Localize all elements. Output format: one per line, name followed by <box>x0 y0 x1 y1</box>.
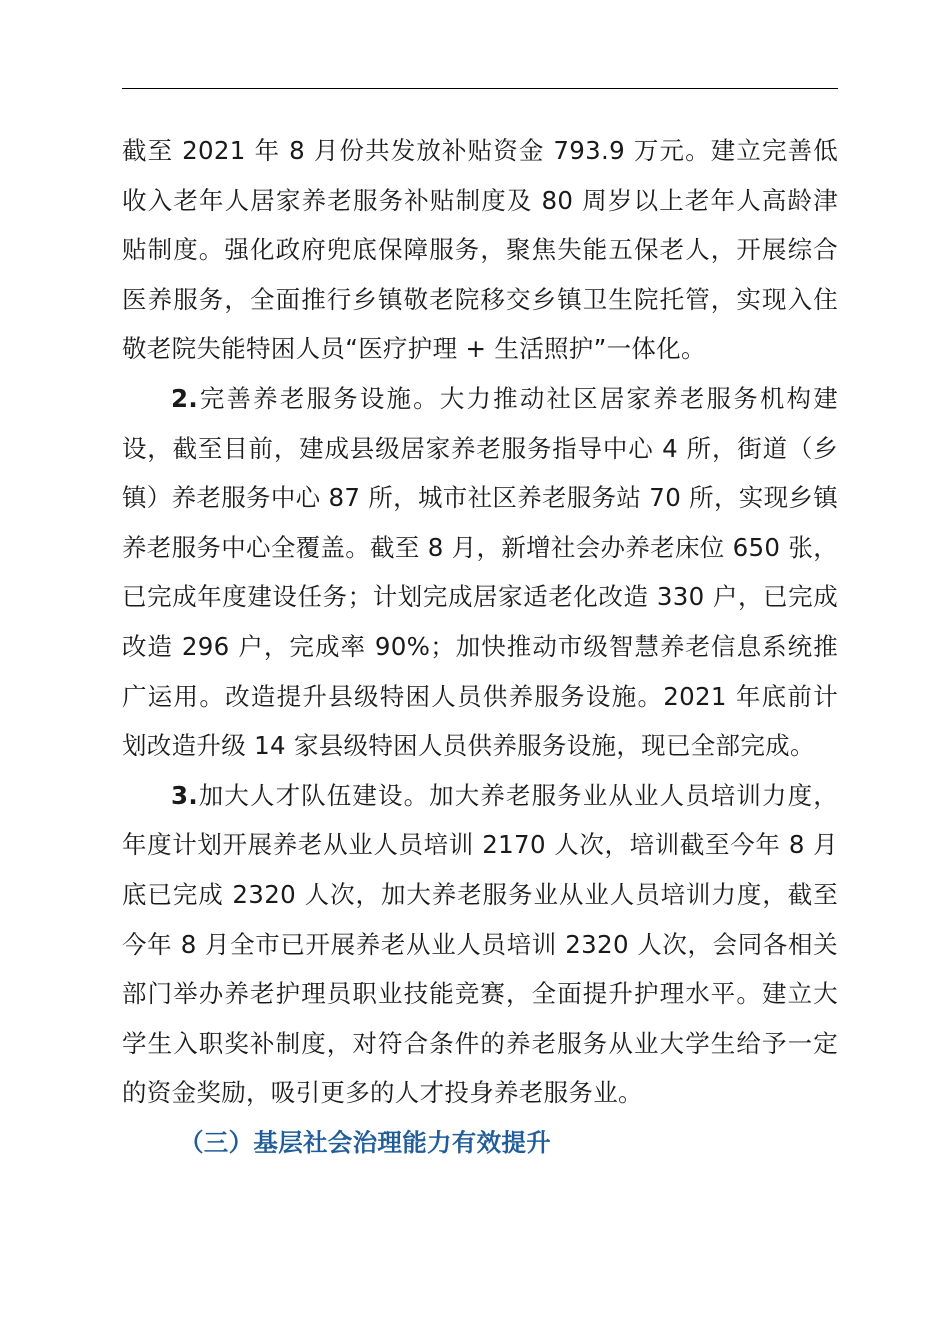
paragraph-text: 完善养老服务设施。大力推动社区居家养老服务机构建设，截至目前，建成县级居家养老服务指导中心 4 所，街道（乡镇）养老服务中心 87 所，城市社区养老服务站 70 所，实现乡镇养老服务中心全覆盖。截至 8 月，新增社会办养老床位 650 张，已完成年度建设任务；计划完成居家适老化改造 330 户，已完成改造 296 户，完成率 90%；加快推动市级智慧养老信息系统推广运用。改造提升县级特困人员供养服务设施。2021 年底前计划改造升级 14 家县级特困人员供养服务设施，现已全部完成。 <box>122 383 838 761</box>
paragraph-number: 2. <box>171 383 198 413</box>
paragraph-number: 3. <box>171 780 198 810</box>
section-heading: （三）基层社会治理能力有效提升 <box>179 1127 551 1157</box>
paragraph-text: 加大人才队伍建设。加大养老服务业从业人员培训力度，年度计划开展养老从业人员培训 2170 人次，培训截至今年 8 月底已完成 2320 人次，加大养老服务业从业人员培训力度，截至今年 8 月全市已开展养老从业人员培训 2320 人次，会同各相关部门举办养老护理员职业技能竞赛，全面提升护理水平。建立大学生入职奖补制度，对符合条件的养老服务从业大学生给予一定的资金奖励，吸引更多的人才投身养老服务业。 <box>122 780 838 1108</box>
page-content <box>122 126 838 1167</box>
paragraph-continuation <box>122 126 838 374</box>
header-rule <box>122 88 838 89</box>
paragraph-text: 截至 2021 年 8 月份共发放补贴资金 793.9 万元。建立完善低收入老年人居家养老服务补贴制度及 80 周岁以上老年人高龄津贴制度。强化政府兜底保障服务，聚焦失能五保老人，开展综合医养服务，全面推行乡镇敬老院移交乡镇卫生院托管，实现入住敬老院失能特困人员“医疗护理 + 生活照护”一体化。 <box>122 136 838 364</box>
paragraph-talent-building <box>122 771 838 1118</box>
paragraph-elderly-care-facilities <box>122 374 838 771</box>
